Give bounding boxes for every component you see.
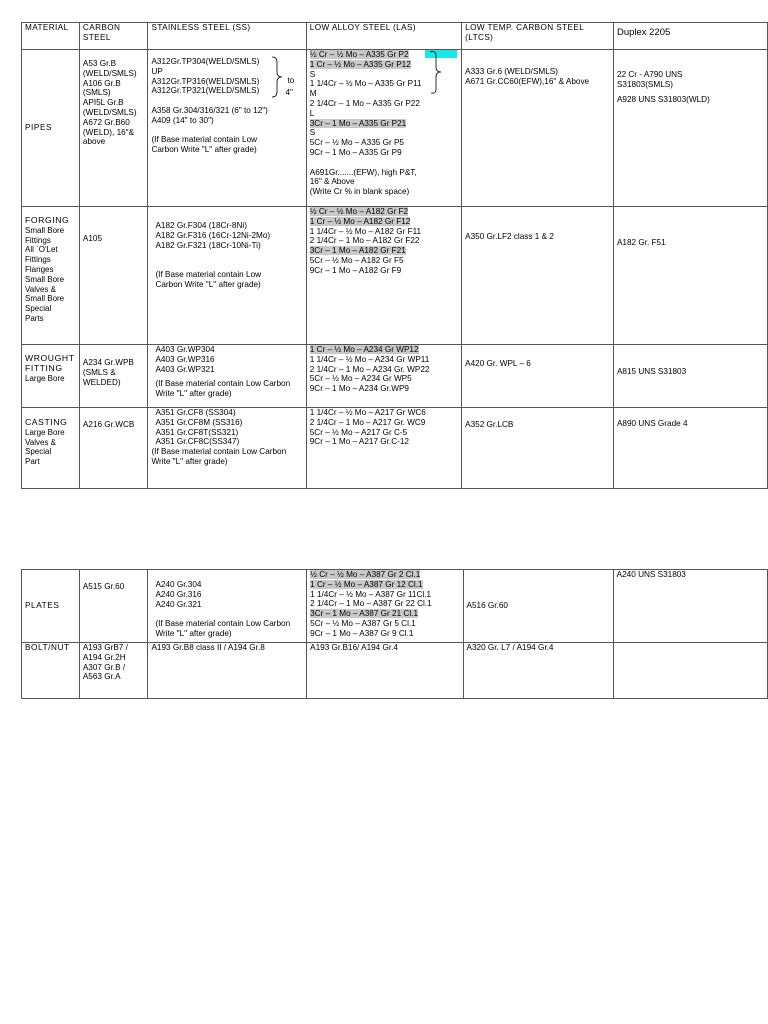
wrought-low-alloy: 1 Cr – ½ Mo – A234 Gr WP12 1 1/4Cr – ½ Mo – A234 Gr WP11 2 1/4Cr – 1 Mo – A234 Gr. WP22 5Cr – ½ Mo – A234 Gr WP5 9Cr – 1 Mo – A234 Gr.WP9 [306,345,461,408]
row-forging [22,207,768,345]
material-wrought: WROUGHT FITTING Large Bore [22,345,80,408]
bolt-low-alloy: A193 Gr.B16/ A194 Gr.4 [307,643,463,699]
casting-carbon: A216 Gr.WCB [79,408,148,489]
casting-duplex: A890 UNS Grade 4 [613,408,767,489]
bolt-carbon: A193 GrB7 / A194 Gr.2H A307 Gr.B / A563 Gr.A [79,643,148,699]
plates-stainless: A240 Gr.304 A240 Gr.316 A240 Gr.321 (If Base material contain Low Carbon Write "L" after grade) [148,570,307,643]
wrought-ltcs: A420 Gr. WPL – 6 [462,345,614,408]
plates-carbon: A515 Gr.60 [79,570,148,643]
header-low-alloy-steel: LOW ALLOY STEEL (LAS) [306,23,461,50]
row-pipes [22,50,768,207]
pipes-ltcs: A333 Gr.6 (WELD/SMLS) A671 Gr.CC60(EFW),16" & Above [462,50,614,207]
wrought-duplex: A815 UNS S31803 [613,345,767,408]
header-duplex: Duplex 2205 [613,23,767,50]
header-row [22,23,768,50]
header-ltcs: LOW TEMP. CARBON STEEL (LTCS) [462,23,614,50]
wrought-stainless: A403 Gr.WP304 A403 Gr.WP316 A403 Gr.WP321 (If Base material contain Low Carbon Write "L" after grade) [148,345,306,408]
bolt-stainless: A193 Gr.B8 class II / A194 Gr.8 [148,643,307,699]
material-casting: CASTING Large Bore Valves & Special Part [22,408,80,489]
casting-low-alloy: 1 1/4Cr – ½ Mo – A217 Gr WC6 2 1/4Cr – 1 Mo – A217 Gr. WC9 5Cr – ½ Mo – A217 Gr C-5 9Cr – 1 Mo – A217 Gr.C-12 [306,408,461,489]
materials-table-bottom [21,569,768,699]
header-stainless-steel: STAINLESS STEEL (SS) [148,23,306,50]
plates-ltcs: A516 Gr.60 [463,570,613,643]
curly-brace-icon [429,50,443,94]
pipes-stainless: A312Gr.TP304(WELD/SMLS) UP A312Gr.TP316(WELD/SMLS) A312Gr.TP321(WELD/SMLS) A358 Gr.304/316/321 (6" to 12") A409 (14" to 30") (If Base material contain Low Carbon Write "L" after grade) to 4" [148,50,306,207]
curly-brace-icon [270,56,284,98]
plates-low-alloy: ½ Cr – ½ Mo – A387 Gr 2 Cl.1 1 Cr – ½ Mo – A387 Gr 12 Cl.1 1 1/4Cr – ½ Mo – A387 Gr 11Cl.1 2 1/4Cr – 1 Mo – A387 Gr 22 Cl.1 3Cr – 1 Mo – A387 Gr 21 Cl.1 5Cr – ½ Mo – A387 Gr 5 Cl.1 9Cr – 1 Mo – A387 Gr 9 Cl.1 [307,570,463,643]
forging-ltcs: A350 Gr.LF2 class 1 & 2 [462,207,614,345]
bolt-duplex [613,643,767,699]
material-forging: FORGING Small Bore Fittings All `O'Let Fittings Flanges Small Bore Valves & Small Bore Special Parts [22,207,80,345]
pipes-duplex: 22 Cr - A790 UNS S31803(SMLS) A928 UNS S31803(WLD) [613,50,767,207]
header-carbon-steel: CARBON STEEL [79,23,148,50]
material-bolt-nut: BOLT/NUT [22,643,80,699]
plates-duplex: A240 UNS S31803 [613,570,767,643]
wrought-carbon: A234 Gr.WPB (SMLS & WELDED) [79,345,148,408]
material-pipes: PIPES [22,50,80,207]
forging-stainless: A182 Gr.F304 (18Cr-8Ni) A182 Gr.F316 (16Cr-12Ni-2Mo) A182 Gr.F321 (18Cr-10Ni-Ti) (If Base material contain Low Carbon Write "L" after grade) [148,207,306,345]
pipes-low-alloy: ½ Cr – ½ Mo – A335 Gr P2 1 Cr – ½ Mo – A335 Gr P12 S 1 1/4Cr – ½ Mo – A335 Gr P11 M 2 1/4Cr – 1 Mo – A335 Gr P22 L 3Cr – 1 Mo – A335 Gr P21 S 5Cr – ½ Mo – A335 Gr P5 9Cr – 1 Mo – A335 Gr P9 A691Gr.......(EFW), high P&T, 16" & Above (Write Cr % in blank space) [306,50,461,207]
row-wrought [22,345,768,408]
forging-low-alloy: ½ Cr – ½ Mo – A182 Gr F2 1 Cr – ½ Mo – A182 Gr F12 1 1/4Cr – ½ Mo – A182 Gr F11 2 1/4Cr – 1 Mo – A182 Gr F22 3Cr – 1 Mo – A182 Gr F21 5Cr – ½ Mo – A182 Gr F5 9Cr – 1 Mo – A182 Gr F9 [306,207,461,345]
bolt-ltcs: A320 Gr. L7 / A194 Gr.4 [463,643,613,699]
forging-duplex: A182 Gr. F51 [613,207,767,345]
pipes-carbon: A53 Gr.B (WELD/SMLS) A106 Gr.B (SMLS) API5L Gr.B (WELD/SMLS) A672 Gr.B60 (WELD), 16"& above [79,50,148,207]
casting-stainless: A351 Gr.CF8 (SS304) A351 Gr.CF8M (SS316) A351 Gr.CF8T(SS321) A351 Gr.CF8C(SS347) (If Base material contain Low Carbon Write "L" after grade) [148,408,306,489]
row-casting [22,408,768,489]
header-material: MATERIAL [22,23,80,50]
pipes-ss-size: 4" [285,88,293,97]
pipes-ss-to: to [287,76,295,85]
row-bolt-nut [22,643,768,699]
row-plates [22,570,768,643]
material-plates: PLATES [22,570,80,643]
materials-table-top [21,22,768,489]
forging-carbon: A105 [79,207,148,345]
casting-ltcs: A352 Gr.LCB [462,408,614,489]
